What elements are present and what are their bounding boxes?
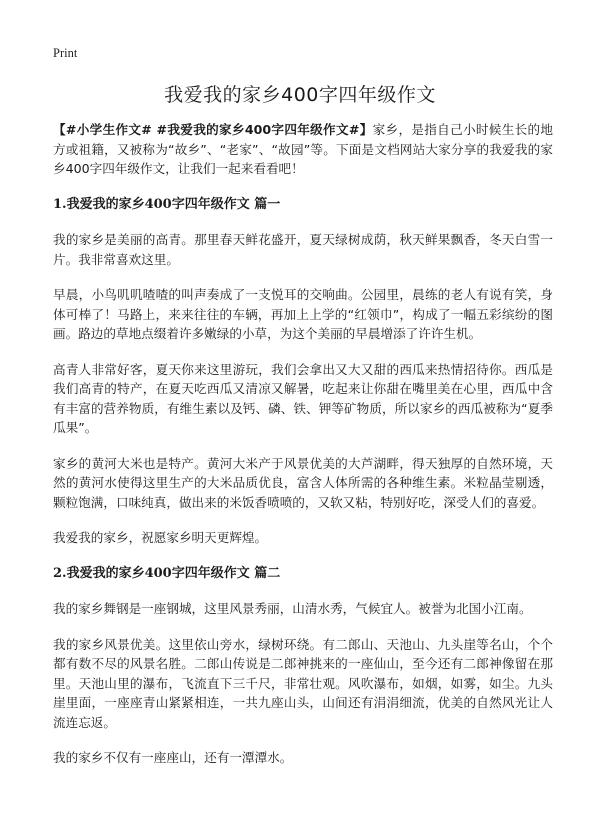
section-heading: 2.我爱我的家乡400字四年级作文 篇二: [53, 565, 281, 581]
paragraph: 我的家乡是美丽的高青。那里春天鲜花盛开，夏天绿树成荫，秋天鲜果飘香，冬天白雪一片。我非常喜欢这里。: [53, 232, 553, 267]
paragraph: 高青人非常好客，夏天你来这里游玩，我们会拿出又大又甜的西瓜来热情招待你。西瓜是我们高青的特产，在夏天吃西瓜又清凉又解暑，吃起来让你甜在嘴里美在心里，西瓜中含有丰富的营养物质，有维生素以及钙、磷、铁、钾等矿物质，所以家乡的西瓜被称为“夏季瓜果”。: [53, 361, 553, 435]
paragraph: 早晨，小鸟叽叽喳喳的叫声奏成了一支悦耳的交响曲。公园里，晨练的老人有说有笑，身体可棒了！马路上，来来往往的车辆，再加上上学的“红领巾”，构成了一幅五彩缤纷的图画。路边的草地点缀着许多嫩绿的小草，为这个美丽的早晨增添了许许生机。: [53, 287, 553, 341]
paragraph: 家乡的黄河大米也是特产。黄河大米产于风景优美的大芦湖畔，得天独厚的自然环境，天然的黄河水使得这里生产的大米品质优良，富含人体所需的各种维生素。米粒晶莹剔透，颗粒饱满，口味纯真，做出来的米饭香喷喷的，又软又粘，特别好吃，深受人们的喜爱。: [53, 455, 553, 510]
intro-tags: 【#小学生作文# #我爱我的家乡400字四年级作文#】: [53, 122, 373, 137]
print-link[interactable]: Print: [53, 46, 78, 60]
paragraph: 我的家乡不仅有一座座山，还有一潭潭水。: [53, 750, 293, 765]
document-title: 我爱我的家乡400字四年级作文: [164, 84, 436, 106]
paragraph: 我爱我的家乡，祝愿家乡明天更辉煌。: [53, 530, 268, 545]
section-heading: 1.我爱我的家乡400字四年级作文 篇一: [53, 196, 281, 212]
paragraph: 我的家乡舞钢是一座钢城，这里风景秀丽，山清水秀，气候宜人。被誉为北国小江南。: [53, 601, 532, 616]
document-body: [53, 120, 553, 784]
intro-text: 家乡，是指自己小时候生长的地方或祖籍，又被称为“故乡”、“老家”、“故园”等。下面是文档网站大家分享的我爱我的家乡400字四年级作文，让我们一起来看看吧！: [53, 122, 553, 176]
intro-paragraph: [53, 120, 553, 179]
paragraph: 我的家乡风景优美。这里依山旁水，绿树环绕。有二郎山、天池山、九头崖等名山，个个都有数不尽的风景名胜。二郎山传说是二郎神挑来的一座仙山，至今还有二郎神像留在那里。天池山里的瀑布，飞流直下三千尺，非常壮观。风吹瀑布，如烟，如雾，如尘。九头崖里面，一座座青山紧紧相连，一共九座山头，山间还有涓涓细流，优美的自然风光让人流连忘返。: [53, 636, 553, 730]
